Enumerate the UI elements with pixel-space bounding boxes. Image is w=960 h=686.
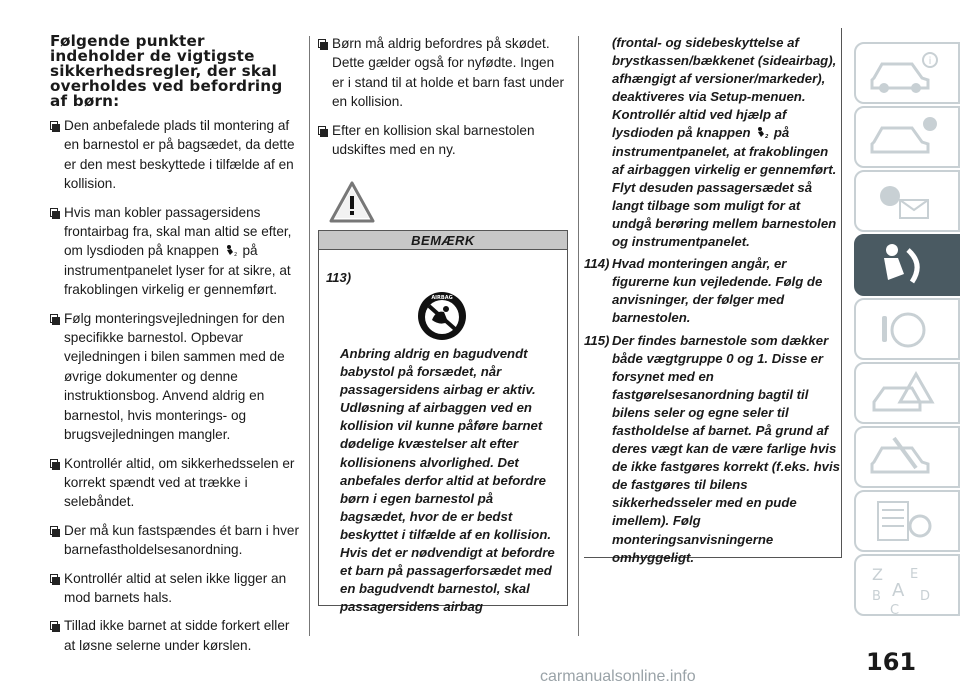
checkbox-bullet-icon [50,621,58,630]
warning-triangle-icon [328,180,376,224]
seat-airbag-icon [864,240,944,290]
list-item: Kontrollér altid, om sikkerhedsselen er korrekt spændt ved at trække i selebåndet. [50,454,300,512]
svg-text:A: A [892,580,905,601]
airbag-off-button-icon [755,125,769,139]
checkbox-bullet-icon [318,39,326,48]
maintenance-icon [864,432,944,482]
tab-maintenance[interactable] [854,426,960,488]
list-item: Efter en kollision skal barnestolen udskiftes med en ny. [318,121,570,160]
svg-text:B: B [872,589,881,604]
svg-text:2: 2 [233,252,237,258]
column-divider-2 [578,36,579,636]
svg-text:2: 2 [765,134,769,140]
note-115: 115) Der findes barnestole som dækker både vægtgruppe 0 og 1. Disse er forsynet med en fastgørelsesanordning bagtil til bilens seler og egne seler til fastholdelse af barnet. På grund af deres vægt kan de være farlige hvis de ikke fastgøres korrekt (f.eks. hvis de fastgøres til bilens sikkerhedsseler med en pude imellem). Følg monteringsanvisningerne omhyggeligt. [584,332,840,565]
tab-car-info[interactable] [854,42,960,104]
warning-text: Anbring aldrig en bagudvendt babystol på forsædet, når passagersidens airbag er aktiv. Udløsning af airbaggen ved en kollision vil kunne påføre barnet dødelige kvæstelser alt efter kollisionens alvorlighed. Det anbefales derfor altid at befordre børn i egen barnestol på bagsædet, hvor de er bedst beskyttet i tilfælde af en kollision. Hvis det er nødvendigt at befordre et barn på passagerforsædet med en bagudvendt barnestol, skal passagersidens airbag [340,346,555,615]
bemaerk-header: BEMÆRK [318,230,568,250]
index-icon [864,560,944,616]
column-3 [584,34,842,567]
column-2 [318,34,570,168]
car-info-icon [864,48,944,98]
svg-text:i: i [928,56,932,67]
list-item: Kontrollér altid at selen ikke ligger an mod barnets hals. [50,569,300,608]
tab-emergency[interactable] [854,362,960,424]
airbag-off-button-icon [224,243,238,257]
watermark: carmanualsonline.info [540,668,696,685]
list-item: Børn må aldrig befordres på skødet. Dette gælder også for nyfødte. Ingen er i stand til at holde et barn fast under en kollision. [318,34,570,112]
column-divider-1 [309,36,310,636]
continued-warning: (frontal- og sidebeskyttelse af brystkassen/bækkenet (sideairbag), afhængigt af versioner/markeder), deaktiveres via Setup-menuen. Kontrollér altid ved hjælp af lysdioden på knappen 2 på instrumentpanelet, at frakoblingen af airbaggen virkelig er gennemført. Flyt desuden passagersædet så langt tilbage som muligt for at undgå berøring mellem barnestolen og instrumentpanelet. [612,35,837,250]
column-1 [50,34,300,664]
checkbox-bullet-icon [50,121,58,130]
svg-text:C: C [890,603,900,616]
checkbox-bullet-icon [50,459,58,468]
starting-driving-icon [864,304,944,354]
tab-starting-driving[interactable] [854,298,960,360]
emergency-icon [864,368,944,418]
svg-text:Z: Z [872,565,883,584]
svg-text:E: E [910,567,919,582]
svg-text:D: D [920,589,931,604]
airbag-icon-label: AIRBAG [431,295,453,301]
note-number: 113) [326,270,352,285]
tab-index[interactable] [854,554,960,616]
page-number: 161 [866,648,917,676]
checkbox-bullet-icon [50,208,58,217]
checkbox-bullet-icon [318,126,326,135]
technical-data-icon [864,496,944,546]
list-item: Der må kun fastspændes ét barn i hver barnefastholdelsesanordning. [50,521,300,560]
note-114: 114) Hvad monteringen angår, er figurerne kun vejledende. Følg de anvisninger, der følger med barnestolen. [584,256,823,326]
tab-car-warning[interactable] [854,106,960,168]
list-item: Følg monteringsvejledningen for den specifikke barnestol. Opbevar vejledningen i bilen sammen med de øvrige dokumenter og denne instruktionsbog. Anvend aldrig en barnestol, hvis monterings- og brugsvejledningen mangler. [50,309,300,445]
tab-technical-data[interactable] [854,490,960,552]
list-item: Tillad ikke barnet at sidde forkert eller at løsne selerne under kørslen. [50,616,300,655]
list-item: Hvis man kobler passagersidens frontairbag fra, skal man altid se efter, om lysdioden på knappen 2 på instrumentpanelet lyser for at sikre, at frakoblingen virkelig er gennemført. [50,203,300,300]
tab-lights-messages[interactable] [854,170,960,232]
airbag-child-seat-warning-icon [416,290,468,342]
light-mail-icon [864,176,944,226]
list-item: Den anbefalede plads til montering af en barnestol er på bagsædet, da dette er den mest beskyttede i tilfælde af en kollision. [50,116,300,194]
car-warning-icon [864,112,944,162]
checkbox-bullet-icon [50,574,58,583]
tab-safety[interactable] [854,234,960,296]
checkbox-bullet-icon [50,526,58,535]
section-heading: Følgende punkter indeholder de vigtigste sikkerhedsregler, der skal overholdes ved befordring af børn: [50,32,283,110]
checkbox-bullet-icon [50,314,58,323]
